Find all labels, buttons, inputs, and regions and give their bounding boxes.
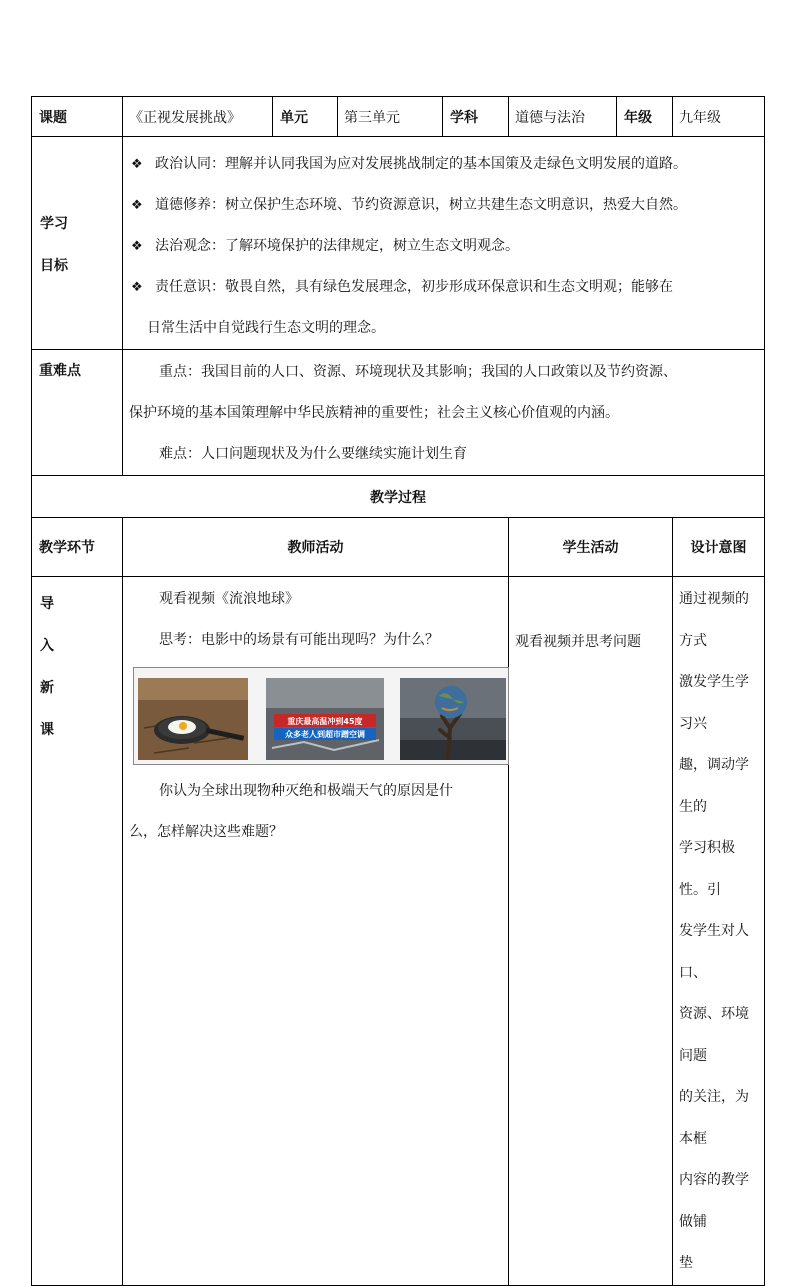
diamond-bullet-icon: ❖ <box>131 280 143 295</box>
objective-item: ❖ 法治观念：了解环境保护的法律规定，树立生态文明观念。 <box>131 226 758 267</box>
process-title-row <box>32 476 765 518</box>
objectives-row <box>32 137 765 350</box>
teacher-line4: 么，怎样解决这些难题？ <box>129 824 283 840</box>
frying-pan-egg-image <box>138 678 248 760</box>
subject-label: 学科 <box>443 97 509 137</box>
header-row <box>32 97 765 137</box>
design-line: 垫 <box>679 1255 693 1271</box>
focus-line1: 重点：我国目前的人口、资源、环境现状及其影响；我国的人口政策以及节约资源、 <box>159 364 677 380</box>
design-line: 资源、环境问题 <box>679 1006 749 1064</box>
design-line: 激发学生学习兴 <box>679 674 749 732</box>
news-caption-line2: 众多老人到超市蹭空调 <box>285 730 365 739</box>
objective-item: ❖ 道德修养：树立保护生态环境、节约资源意识，树立共建生态文明意识，热爱大自然。 <box>131 185 758 226</box>
news-frame-image <box>266 678 384 760</box>
stage-char: 入 <box>40 638 54 654</box>
objectives-label-cell <box>32 137 123 350</box>
col-design: 设计意图 <box>673 518 765 577</box>
design-line: 学习积极性。引 <box>679 840 735 898</box>
col-student: 学生活动 <box>509 518 673 577</box>
student-activity-cell <box>509 577 673 1286</box>
stage-char: 导 <box>40 596 54 612</box>
objective-item: ❖ 责任意识：敬畏自然，具有绿色发展理念，初步形成环保意识和生态文明观；能够在 <box>131 267 758 308</box>
stage-char: 课 <box>40 722 54 738</box>
difficulty-line: 难点：人口问题现状及为什么要继续实施计划生育 <box>159 446 467 462</box>
design-line: 通过视频的方式 <box>679 591 749 649</box>
objectives-label-line1: 学习 <box>40 216 68 232</box>
design-intent-cell <box>673 577 765 1286</box>
design-line: 的关注，为本框 <box>679 1089 749 1147</box>
unit-label: 单元 <box>273 97 338 137</box>
key-points-row <box>32 350 765 476</box>
grade-value: 九年级 <box>673 97 765 137</box>
subject-value: 道德与法治 <box>509 97 617 137</box>
video-stills-image <box>133 667 509 765</box>
col-stage: 教学环节 <box>32 518 123 577</box>
key-points-label: 重难点 <box>32 350 123 476</box>
news-caption-line1: 重庆最高温冲到45度 <box>287 717 363 726</box>
objectives-label-line2: 目标 <box>40 258 68 274</box>
teacher-line1: 观看视频《流浪地球》 <box>159 591 299 607</box>
diamond-bullet-icon: ❖ <box>131 157 143 172</box>
design-line: 发学生对人口、 <box>679 923 749 981</box>
diamond-bullet-icon: ❖ <box>131 198 143 213</box>
teacher-line2: 思考：电影中的场景有可能出现吗？为什么？ <box>159 632 439 648</box>
grade-label: 年级 <box>617 97 673 137</box>
stage-char: 新 <box>40 680 54 696</box>
unit-value: 第三单元 <box>338 97 443 137</box>
lesson-plan-table <box>31 96 765 1286</box>
objective-item-continuation: 日常生活中自觉践行生态文明的理念。 <box>147 320 385 336</box>
topic-value: 《正视发展挑战》 <box>123 97 273 137</box>
video-stills-svg <box>134 668 508 764</box>
diamond-bullet-icon: ❖ <box>131 239 143 254</box>
focus-line2: 保护环境的基本国策理解中华民族精神的重要性；社会主义核心价值观的内涵。 <box>129 405 619 421</box>
objective-item: ❖ 政治认同：理解并认同我国为应对发展挑战制定的基本国策及走绿色文明发展的道路。 <box>131 144 758 185</box>
design-line: 趣，调动学生的 <box>679 757 749 815</box>
design-line: 内容的教学做铺 <box>679 1172 749 1230</box>
process-title: 教学过程 <box>32 476 765 518</box>
intro-stage-cell <box>32 577 123 1286</box>
teacher-line3: 你认为全球出现物种灭绝和极端天气的原因是什 <box>159 783 453 799</box>
intro-row <box>32 577 765 1286</box>
col-teacher: 教师活动 <box>123 518 509 577</box>
process-header-row <box>32 518 765 577</box>
objectives-content <box>123 137 765 350</box>
teacher-activity-cell <box>123 577 509 1286</box>
withered-earth-image <box>400 678 506 760</box>
student-activity-text: 观看视频并思考问题 <box>515 634 641 650</box>
topic-label: 课题 <box>32 97 123 137</box>
key-points-content <box>123 350 765 476</box>
